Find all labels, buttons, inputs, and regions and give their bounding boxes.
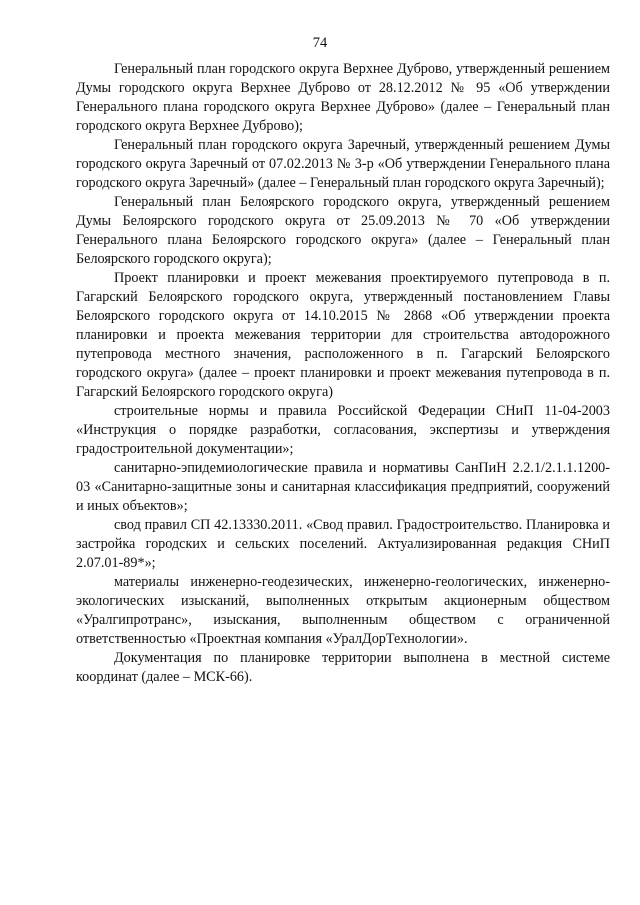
paragraph-overpass-project: Проект планировки и проект межевания проектируемого путепровода в п. Гагарский Белоярского городского округа, утвержденный постановлением Главы Белоярского городского округа от 14.10.2015 № 2868 «Об утверждении проекта планировки и проекта межевания территории для строительства автодорожного путепровода местного значения, расположенного в п. Гагарский Белоярского городского округа» (далее – проект планировки и проект межевания путепровода в п. Гагарский Белоярского городского округа) <box>76 270 610 400</box>
paragraph-sanpin: санитарно-эпидемиологические правила и нормативы СанПиН 2.2.1/2.1.1.1200-03 «Санитарно-защитные зоны и санитарная классификация предприятий, сооружений и иных объектов»; <box>76 460 610 514</box>
paragraph-snip-11-04-2003: строительные нормы и правила Российской Федерации СНиП 11-04-2003 «Инструкция о порядке разработки, согласования, экспертизы и утверждения градостроительной документации»; <box>76 403 610 457</box>
paragraph-general-plan-beloyarsky: Генеральный план Белоярского городского округа, утвержденный решением Думы Белоярского городского округа от 25.09.2013 № 70 «Об утверждении Генерального плана Белоярского городского округа» (далее – Генеральный план Белоярского городского округа); <box>76 194 610 267</box>
paragraph-survey-materials: материалы инженерно-геодезических, инженерно-геологических, инженерно-экологических изысканий, выполненных открытым акционерным обществом «Уралгипротранс», изыскания, выполненным обществом с ограниченной ответственностью «Проектная компания «УралДорТехнологии». <box>76 574 610 647</box>
page-number: 74 <box>312 35 328 51</box>
paragraph-coordinate-system: Документация по планировке территории выполнена в местной системе координат (далее – МСК-66). <box>76 650 610 685</box>
paragraph-sp-42-13330-2011: свод правил СП 42.13330.2011. «Свод правил. Градостроительство. Планировка и застройка городских и сельских поселений. Актуализированная редакция СНиП 2.07.01-89*»; <box>76 517 610 571</box>
paragraph-general-plan-zarechny: Генеральный план городского округа Заречный, утвержденный решением Думы городского округа Заречный от 07.02.2013 № 3-р «Об утверждении Генерального плана городского округа Заречный» (далее – Генеральный план городского округа Заречный); <box>76 137 610 191</box>
document-body <box>76 60 610 687</box>
paragraph-general-plan-verkhnee-dubrovo: Генеральный план городского округа Верхнее Дуброво, утвержденный решением Думы городского округа Верхнее Дуброво от 28.12.2012 № 95 «Об утверждении Генерального плана городского округа Верхнее Дуброво» (далее – Генеральный план городского округа Верхнее Дуброво); <box>76 61 610 134</box>
